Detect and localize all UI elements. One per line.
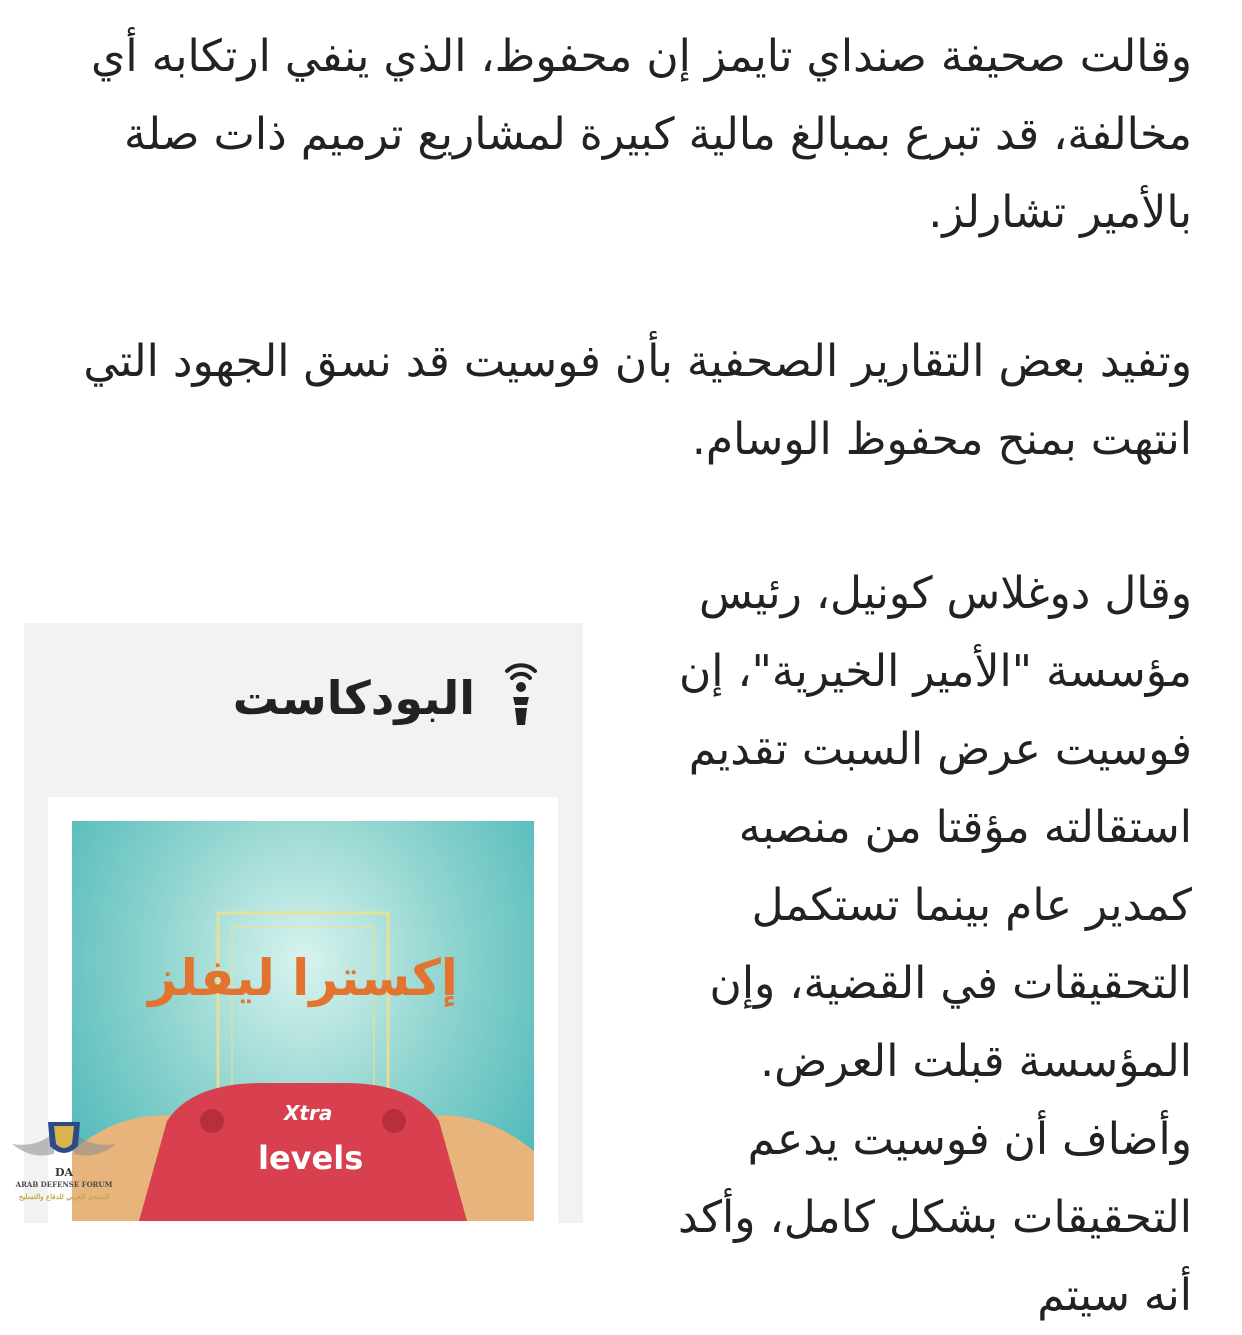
watermark-letters: DA xyxy=(54,1166,74,1179)
podcast-card[interactable] xyxy=(48,797,558,1227)
site-watermark-logo xyxy=(8,1110,120,1205)
watermark-name: ARAB DEFENSE FORUM xyxy=(15,1180,113,1189)
shield-wings-icon xyxy=(8,1110,120,1180)
podcast-microphone-icon xyxy=(499,663,543,733)
watermark-subtitle: المنتدى العربي للدفاع والتسليح xyxy=(18,1192,110,1201)
podcast-title[interactable]: البودكاست xyxy=(232,671,475,725)
controller-levels-label: levels xyxy=(258,1139,364,1177)
podcast-cover-title: إكسترا ليفلز xyxy=(148,949,458,1007)
article-paragraph-3: وقال دوغلاس كونيل، رئيس مؤسسة "الأمير الخيرية"، إن فوسيت عرض السبت تقديم استقالته مؤقتا من منصبه كمدير عام بينما تستكمل التحقيقات في القضية، وإن المؤسسة قبلت العرض. وأضاف أن فوسيت يدعم التحقيقات بشكل كامل، وأكد أنه سيتم xyxy=(678,568,1192,1321)
article-paragraph-1: وقالت صحيفة صنداي تايمز إن محفوظ، الذي ينفي ارتكابه أي مخالفة، قد تبرع بمبالغ مالية كبيرة لمشاريع ترميم ذات صلة بالأمير تشارلز. xyxy=(90,31,1192,238)
podcast-header[interactable] xyxy=(233,663,543,733)
article-paragraph-2: وتفيد بعض التقارير الصحفية بأن فوسيت قد نسق الجهود التي انتهت بمنح محفوظ الوسام. xyxy=(83,336,1192,465)
podcast-cover-image[interactable] xyxy=(72,821,534,1221)
controller-brand-label: Xtra xyxy=(284,1101,333,1125)
